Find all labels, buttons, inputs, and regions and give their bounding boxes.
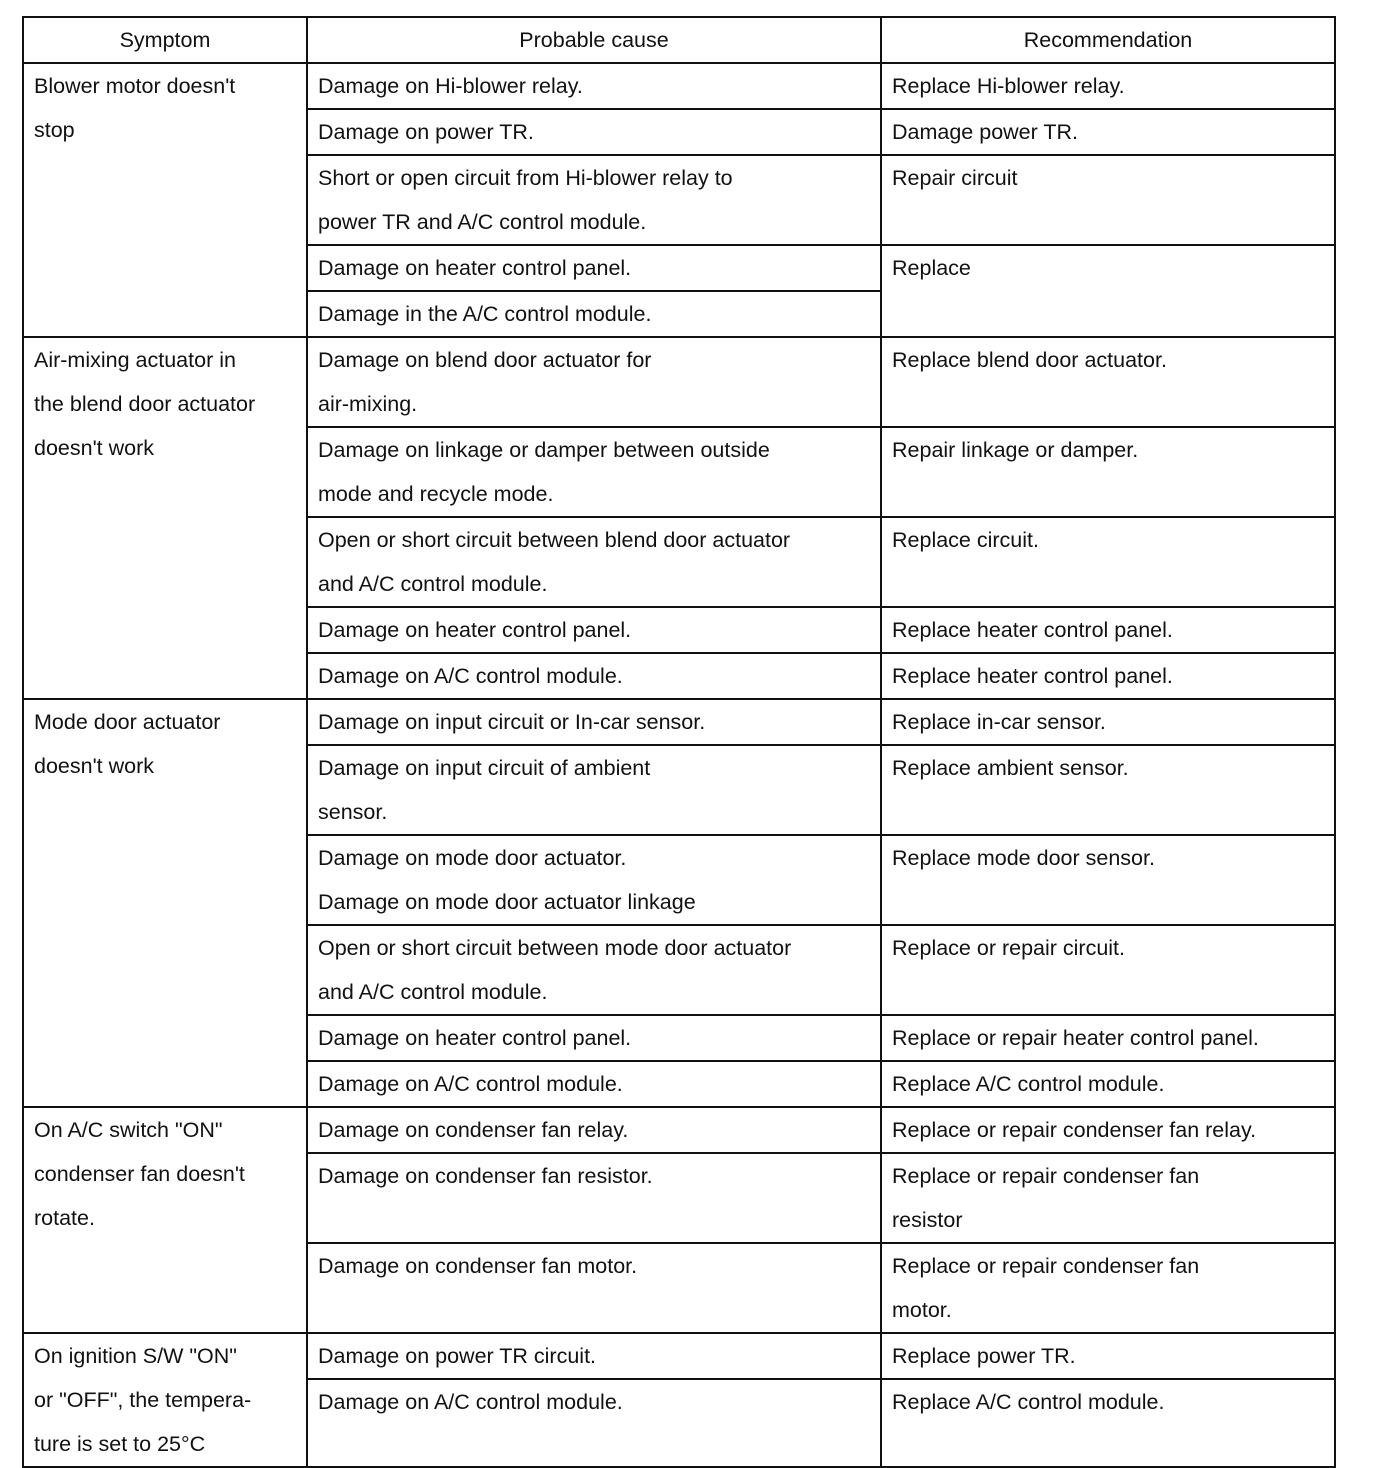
cause-cell: Damage in the A/C control module. xyxy=(307,291,881,337)
recommendation-cell: Damage power TR. xyxy=(881,109,1335,155)
recommendation-cell: Replace or repair heater control panel. xyxy=(881,1015,1335,1061)
cause-cell: Damage on input circuit of ambient sensor. xyxy=(307,745,881,835)
symptom-cell: Air-mixing actuator in the blend door actuator doesn't work xyxy=(23,337,307,699)
recommendation-cell: Replace power TR. xyxy=(881,1333,1335,1379)
recommendation-cell: Replace xyxy=(881,245,1335,337)
table-row xyxy=(23,1333,1335,1379)
recommendation-cell: Replace or repair circuit. xyxy=(881,925,1335,1015)
cause-cell: Open or short circuit between blend door actuator and A/C control module. xyxy=(307,517,881,607)
cause-cell: Damage on power TR. xyxy=(307,109,881,155)
cause-cell: Short or open circuit from Hi-blower relay to power TR and A/C control module. xyxy=(307,155,881,245)
cause-cell: Damage on A/C control module. xyxy=(307,1379,881,1467)
recommendation-cell: Replace or repair condenser fan motor. xyxy=(881,1243,1335,1333)
cause-cell: Damage on condenser fan motor. xyxy=(307,1243,881,1333)
symptom-cell: Mode door actuator doesn't work xyxy=(23,699,307,1107)
header-probable-cause: Probable cause xyxy=(307,17,881,63)
recommendation-cell: Replace blend door actuator. xyxy=(881,337,1335,427)
cause-cell: Damage on A/C control module. xyxy=(307,653,881,699)
table-row xyxy=(23,337,1335,427)
symptom-cell: On A/C switch "ON" condenser fan doesn't rotate. xyxy=(23,1107,307,1333)
recommendation-cell: Replace A/C control module. xyxy=(881,1379,1335,1467)
cause-cell: Damage on condenser fan resistor. xyxy=(307,1153,881,1243)
cause-cell: Damage on A/C control module. xyxy=(307,1061,881,1107)
cause-cell: Damage on mode door actuator. Damage on mode door actuator linkage xyxy=(307,835,881,925)
recommendation-cell: Replace mode door sensor. xyxy=(881,835,1335,925)
recommendation-cell: Replace heater control panel. xyxy=(881,607,1335,653)
cause-cell: Damage on Hi-blower relay. xyxy=(307,63,881,109)
cause-cell: Damage on blend door actuator for air-mixing. xyxy=(307,337,881,427)
cause-cell: Damage on linkage or damper between outside mode and recycle mode. xyxy=(307,427,881,517)
cause-cell: Open or short circuit between mode door actuator and A/C control module. xyxy=(307,925,881,1015)
cause-cell: Damage on condenser fan relay. xyxy=(307,1107,881,1153)
symptom-cell: Blower motor doesn't stop xyxy=(23,63,307,337)
header-row xyxy=(23,17,1335,63)
recommendation-cell: Replace circuit. xyxy=(881,517,1335,607)
table-row xyxy=(23,699,1335,745)
cause-cell: Damage on heater control panel. xyxy=(307,607,881,653)
recommendation-cell: Replace or repair condenser fan relay. xyxy=(881,1107,1335,1153)
recommendation-cell: Repair circuit xyxy=(881,155,1335,245)
symptom-cell: On ignition S/W "ON" or "OFF", the tempera- ture is set to 25°C xyxy=(23,1333,307,1467)
recommendation-cell: Replace Hi-blower relay. xyxy=(881,63,1335,109)
recommendation-cell: Replace ambient sensor. xyxy=(881,745,1335,835)
recommendation-cell: Replace A/C control module. xyxy=(881,1061,1335,1107)
recommendation-cell: Replace heater control panel. xyxy=(881,653,1335,699)
cause-cell: Damage on heater control panel. xyxy=(307,1015,881,1061)
header-symptom: Symptom xyxy=(23,17,307,63)
recommendation-cell: Replace in-car sensor. xyxy=(881,699,1335,745)
cause-cell: Damage on input circuit or In-car sensor. xyxy=(307,699,881,745)
recommendation-cell: Replace or repair condenser fan resistor xyxy=(881,1153,1335,1243)
cause-cell: Damage on heater control panel. xyxy=(307,245,881,291)
table-row xyxy=(23,1107,1335,1153)
table-row xyxy=(23,63,1335,109)
header-recommendation: Recommendation xyxy=(881,17,1335,63)
cause-cell: Damage on power TR circuit. xyxy=(307,1333,881,1379)
recommendation-cell: Repair linkage or damper. xyxy=(881,427,1335,517)
troubleshooting-table xyxy=(22,16,1336,1468)
